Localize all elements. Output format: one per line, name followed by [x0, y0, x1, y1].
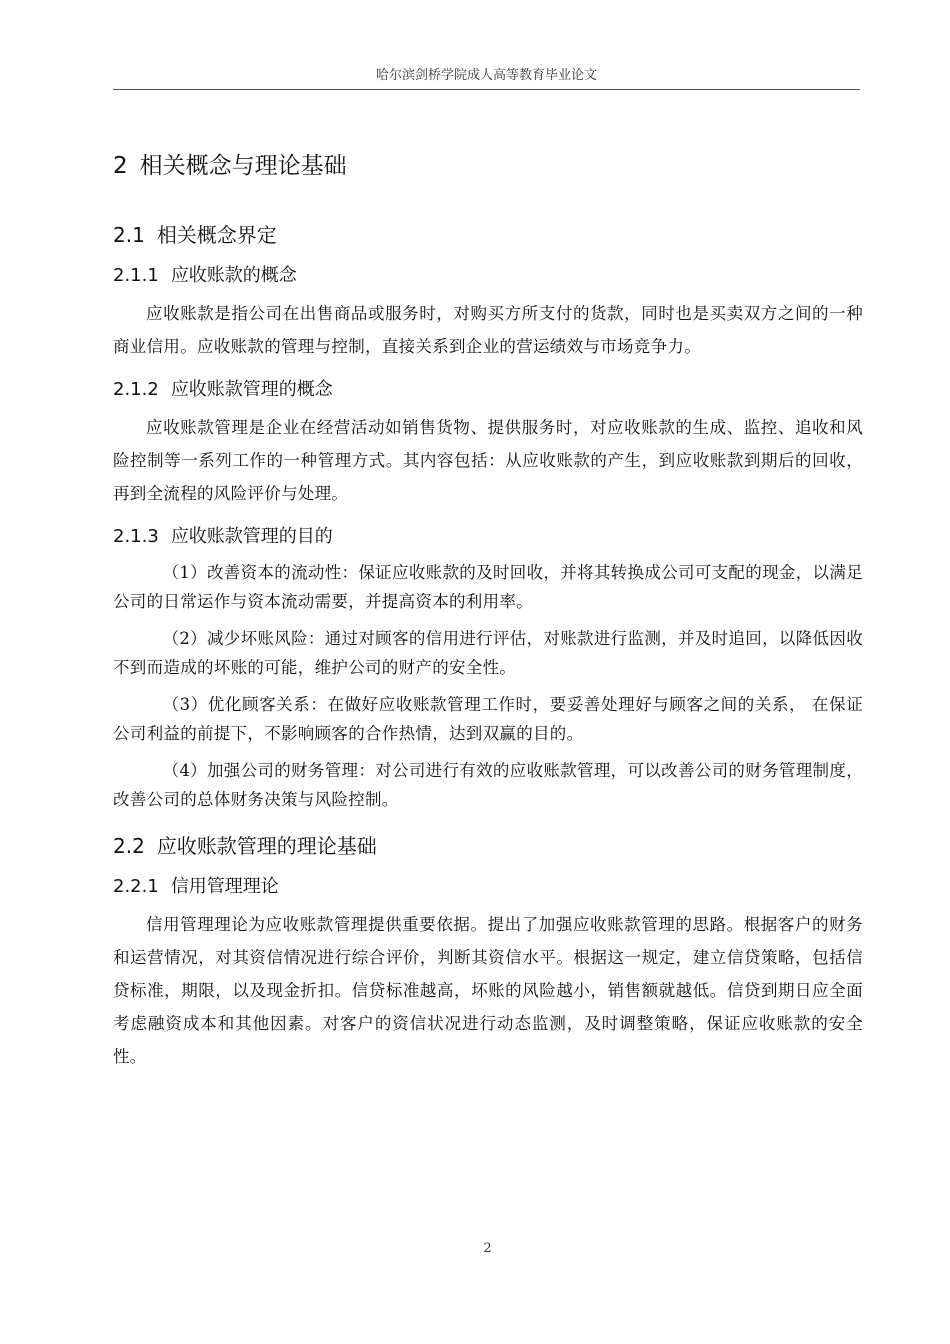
section-number: 2.2	[113, 834, 145, 858]
subsection-number: 2.1.3	[113, 526, 159, 547]
section-heading-2-1	[113, 221, 863, 249]
subsection-heading-2-1-2	[113, 377, 863, 403]
section-title: 应收账款管理的理论基础	[156, 834, 377, 858]
subsection-title: 应收账款管理的概念	[170, 379, 333, 400]
subsection-heading-2-2-1	[113, 874, 863, 900]
subsection-heading-2-1-3	[113, 524, 863, 550]
section-heading-2-2	[113, 832, 863, 860]
page-content	[113, 143, 863, 1073]
chapter-number: 2	[113, 153, 128, 179]
section-number: 2.1	[113, 223, 145, 247]
subsection-number: 2.2.1	[113, 876, 159, 897]
paragraph-2-1-2: 应收账款管理是企业在经营活动如销售货物、提供服务时，对应收账款的生成、监控、追收和风险控制等一系列工作的一种管理方式。其内容包括：从应收账款的产生，到应收账款到期后的回收，再到全流程的风险评价与处理。	[113, 418, 863, 503]
list-item: （2）减少坏账风险：通过对顾客的信用进行评估，对账款进行监测，并及时追回，以降低因收不到而造成的坏账的可能，维护公司的财产的安全性。	[113, 629, 863, 677]
subsection-title: 信用管理理论	[170, 876, 279, 897]
subsection-number: 2.1.2	[113, 379, 159, 400]
paragraph-2-2-1: 信用管理理论为应收账款管理提供重要依据。提出了加强应收账款管理的思路。根据客户的财务和运营情况，对其资信情况进行综合评价，判断其资信水平。根据这一规定，建立信贷策略，包括信贷标准，期限，以及现金折扣。信贷标准越高，坏账的风险越小，销售额就越低。信贷到期日应全面考虑融资成本和其他因素。对客户的资信状况进行动态监测，及时调整策略，保证应收账款的安全性。	[113, 915, 863, 1066]
subsection-title: 应收账款管理的目的	[170, 526, 333, 547]
subsection-number: 2.1.1	[113, 265, 159, 286]
page-number: 2	[483, 1241, 492, 1256]
running-header: 哈尔滨剑桥学院成人高等教育毕业论文	[375, 68, 597, 83]
list-item: （3）优化顾客关系：在做好应收账款管理工作时，要妥善处理好与顾客之间的关系， 在保证公司利益的前提下，不影响顾客的合作热情，达到双赢的目的。	[113, 695, 863, 743]
list-item: （1）改善资本的流动性：保证应收账款的及时回收，并将其转换成公司可支配的现金，以满足公司的日常运作与资本流动需要，并提高资本的利用率。	[113, 563, 863, 611]
chapter-heading	[113, 151, 863, 181]
paragraph-2-1-1: 应收账款是指公司在出售商品或服务时，对购买方所支付的货款，同时也是买卖双方之间的一种商业信用。应收账款的管理与控制，直接关系到企业的营运绩效与市场竞争力。	[113, 304, 863, 356]
subsection-heading-2-1-1	[113, 263, 863, 289]
section-title: 相关概念界定	[156, 223, 277, 247]
list-item: （4）加强公司的财务管理：对公司进行有效的应收账款管理，可以改善公司的财务管理制度，改善公司的总体财务决策与风险控制。	[113, 761, 863, 809]
header-rule	[113, 89, 860, 90]
subsection-title: 应收账款的概念	[170, 265, 297, 286]
chapter-title: 相关概念与理论基础	[139, 153, 347, 179]
